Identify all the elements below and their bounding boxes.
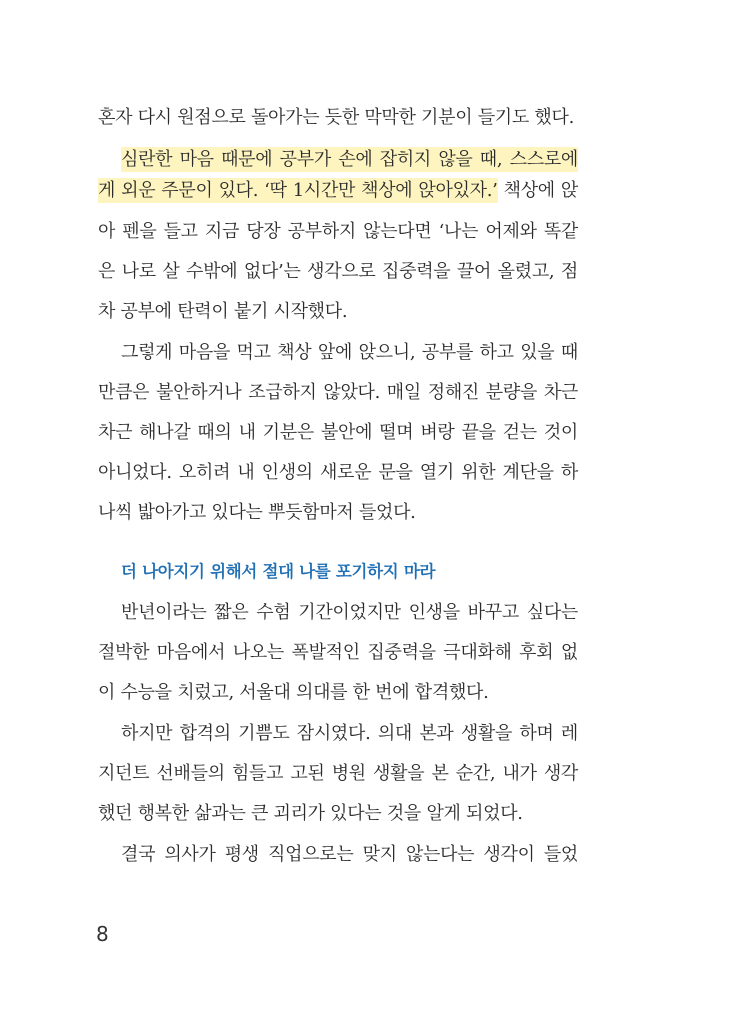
text-span: 책상에 앉 — [497, 180, 578, 201]
text-line-mixed — [98, 176, 578, 206]
text-line: 절박한 마음에서 나오는 폭발적인 집중력을 극대화해 후회 없 — [98, 642, 578, 663]
text-line: 만큼은 불안하거나 조급하지 않았다. 매일 정해진 분량을 차근 — [98, 382, 578, 403]
text-line: 반년이라는 짧은 수험 기간이었지만 인생을 바꾸고 싶다는 — [121, 602, 578, 623]
text-line: 차 공부에 탄력이 붙기 시작했다. — [98, 301, 348, 322]
text-line: 차근 해나갈 때의 내 기분은 불안에 떨며 벼랑 끝을 걷는 것이 — [98, 422, 578, 443]
text-line-highlighted — [121, 145, 578, 175]
text-line: 하지만 합격의 기쁨도 잠시였다. 의대 본과 생활을 하며 레 — [121, 723, 578, 744]
text-line: 아 펜을 들고 지금 당장 공부하지 않는다면 ‘나는 어제와 똑같 — [98, 221, 578, 242]
text-line: 지던트 선배들의 힘들고 고된 병원 생활을 본 순간, 내가 생각 — [98, 763, 578, 784]
text-line: 아니었다. 오히려 내 인생의 새로운 문을 열기 위한 계단을 하 — [98, 462, 578, 483]
highlighted-text: 게 외운 주문이 있다. ‘딱 1시간만 책상에 앉아있자.’ — [98, 180, 498, 201]
text-line: 혼자 다시 원점으로 돌아가는 듯한 막막한 기분이 들기도 했다. — [98, 107, 574, 128]
text-line: 했던 행복한 삶과는 큰 괴리가 있다는 것을 알게 되었다. — [98, 803, 523, 824]
text-line: 나씩 밟아가고 있다는 뿌듯함마저 들었다. — [98, 502, 416, 523]
text-line: 그렇게 마음을 먹고 책상 앞에 앉으니, 공부를 하고 있을 때 — [121, 342, 578, 363]
text-line: 결국 의사가 평생 직업으로는 맞지 않는다는 생각이 들었 — [121, 844, 578, 865]
page-number: 8 — [96, 922, 109, 946]
highlighted-text: 심란한 마음 때문에 공부가 손에 잡히지 않을 때, 스스로에 — [121, 149, 578, 170]
text-line: 이 수능을 치렀고, 서울대 의대를 한 번에 합격했다. — [98, 682, 489, 703]
text-line: 은 나로 살 수밖에 없다’는 생각으로 집중력을 끌어 올렸고, 점 — [98, 261, 578, 282]
section-heading: 더 나아지기 위해서 절대 나를 포기하지 마라 — [121, 562, 436, 581]
